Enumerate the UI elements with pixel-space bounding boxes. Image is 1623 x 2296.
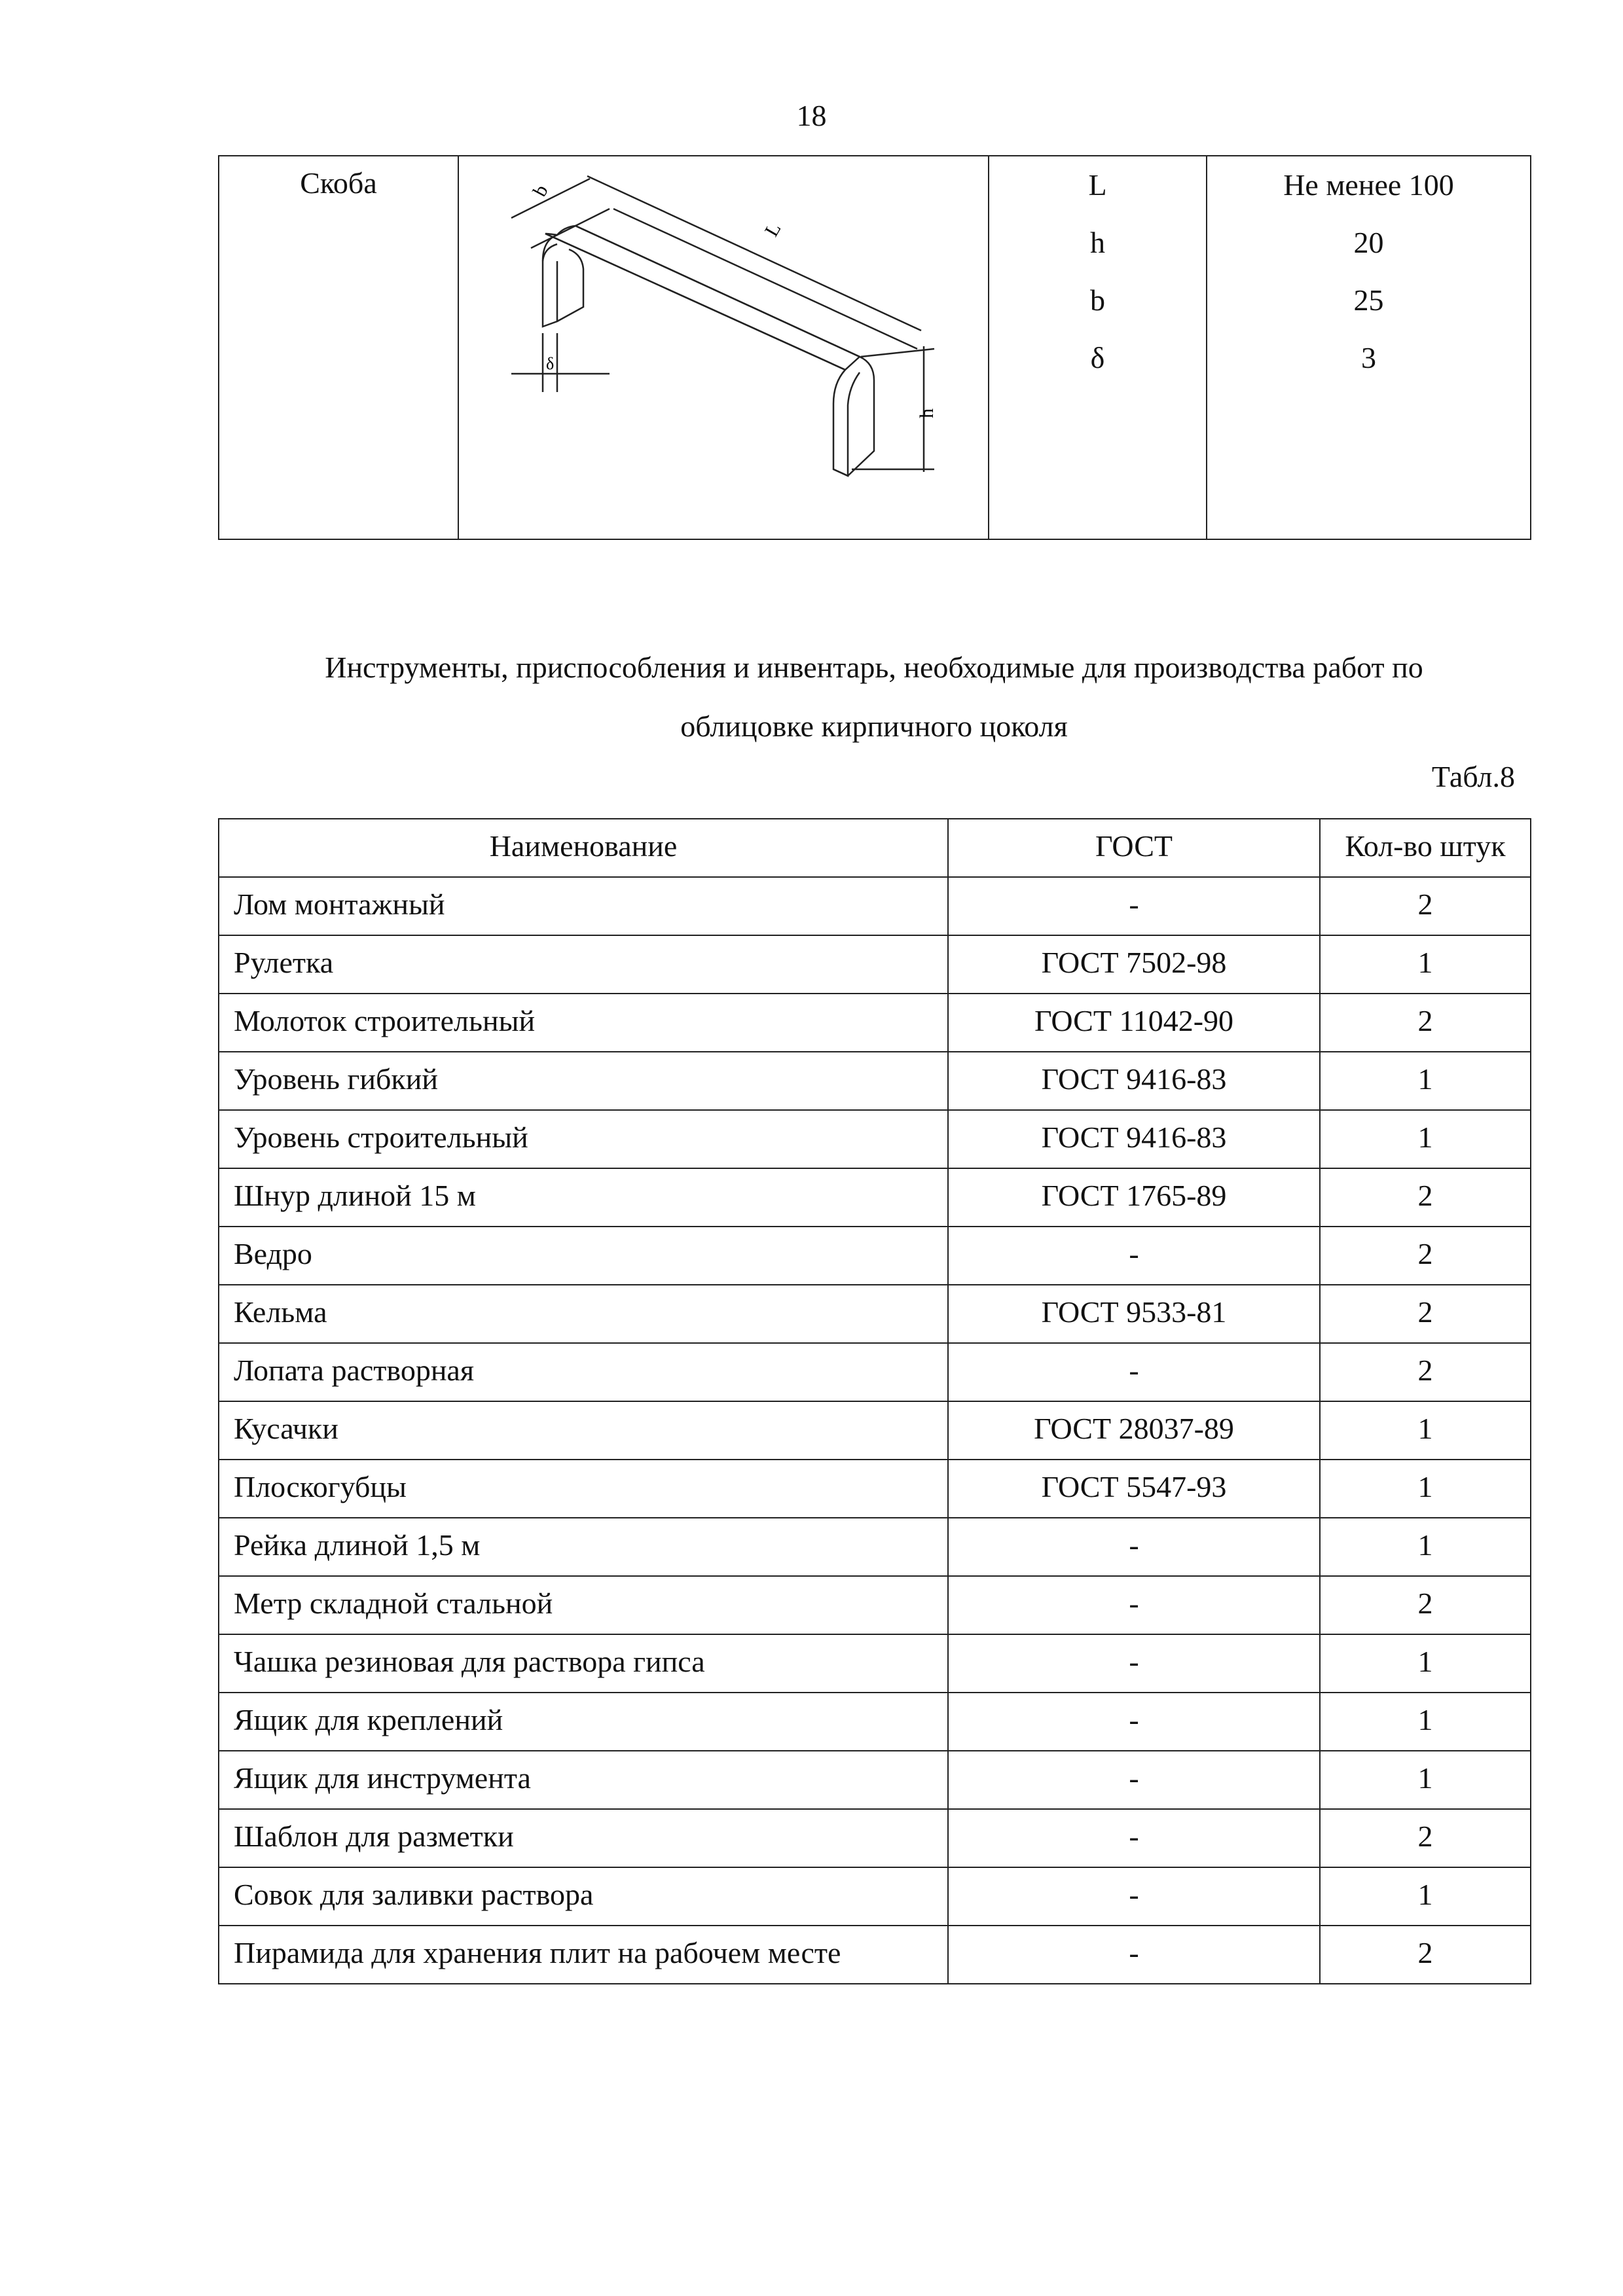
tool-name-cell: Рейка длиной 1,5 м — [219, 1518, 948, 1576]
gost-cell: ГОСТ 9416-83 — [948, 1052, 1320, 1110]
gost-cell: ГОСТ 28037-89 — [948, 1401, 1320, 1460]
tool-name-cell: Чашка резиновая для раствора гипса — [219, 1634, 948, 1693]
quantity-cell: 2 — [1320, 1227, 1531, 1285]
table-reference: Табл.8 — [1431, 760, 1515, 793]
bracket-drawing-cell — [458, 156, 989, 539]
tool-name-cell: Ящик для креплений — [219, 1693, 948, 1751]
gost-cell: ГОСТ 1765-89 — [948, 1168, 1320, 1227]
quantity-cell: 1 — [1320, 1401, 1531, 1460]
header-gost: ГОСТ — [948, 819, 1320, 877]
table-row — [219, 1285, 1531, 1343]
gost-cell: - — [948, 1634, 1320, 1693]
gost-cell: - — [948, 1809, 1320, 1867]
quantity-cell: 1 — [1320, 1867, 1531, 1926]
header-name: Наименование — [219, 819, 948, 877]
gost-cell: - — [948, 1926, 1320, 1984]
quantity-cell: 2 — [1320, 1285, 1531, 1343]
symbol-L: L — [1088, 168, 1107, 202]
drawing-label-b: b — [528, 181, 553, 200]
bracket-drawing — [459, 156, 987, 531]
table-row — [219, 935, 1531, 994]
quantity-cell: 2 — [1320, 877, 1531, 935]
quantity-cell: 2 — [1320, 1343, 1531, 1401]
symbol-h: h — [1090, 226, 1105, 259]
table-row — [219, 1343, 1531, 1401]
quantity-cell: 1 — [1320, 1693, 1531, 1751]
tool-name-cell: Совок для заливки раствора — [219, 1867, 948, 1926]
table-row — [219, 1168, 1531, 1227]
table-caption-line-2: облицовке кирпичного цоколя — [680, 709, 1068, 743]
tool-name-cell: Шаблон для разметки — [219, 1809, 948, 1867]
gost-cell: ГОСТ 7502-98 — [948, 935, 1320, 994]
header-qty: Кол-во штук — [1320, 819, 1531, 877]
bracket-row — [219, 156, 1531, 539]
tool-name-cell: Метр складной стальной — [219, 1576, 948, 1634]
gost-cell: - — [948, 1693, 1320, 1751]
tool-name-cell: Пирамида для хранения плит на рабочем месте — [219, 1926, 948, 1984]
gost-cell: ГОСТ 9533-81 — [948, 1285, 1320, 1343]
table-row — [219, 1867, 1531, 1926]
bracket-spec-table — [218, 155, 1531, 540]
quantity-cell: 1 — [1320, 935, 1531, 994]
value-delta: 3 — [1361, 341, 1376, 374]
quantity-cell: 2 — [1320, 1809, 1531, 1867]
tool-name-cell: Уровень гибкий — [219, 1052, 948, 1110]
table-row — [219, 1460, 1531, 1518]
drawing-label-delta: δ — [546, 354, 555, 373]
value-b: 25 — [1353, 283, 1384, 317]
bracket-values — [1207, 156, 1531, 539]
table-row — [219, 877, 1531, 935]
table-row — [219, 1227, 1531, 1285]
table-row — [219, 994, 1531, 1052]
gost-cell: ГОСТ 11042-90 — [948, 994, 1320, 1052]
symbol-b: b — [1090, 283, 1105, 317]
value-L: Не менее 100 — [1283, 168, 1454, 202]
table-row — [219, 1518, 1531, 1576]
gost-cell: - — [948, 1343, 1320, 1401]
table-row — [219, 1751, 1531, 1809]
quantity-cell: 2 — [1320, 1168, 1531, 1227]
tool-name-cell: Лопата растворная — [219, 1343, 948, 1401]
table-row — [219, 1634, 1531, 1693]
page-number: 18 — [796, 99, 827, 132]
tool-name-cell: Шнур длиной 15 м — [219, 1168, 948, 1227]
gost-cell: - — [948, 1227, 1320, 1285]
symbol-delta: δ — [1090, 341, 1105, 374]
tool-name-cell: Лом монтажный — [219, 877, 948, 935]
gost-cell: - — [948, 1867, 1320, 1926]
gost-cell: - — [948, 877, 1320, 935]
table-row — [219, 1110, 1531, 1168]
table-row — [219, 1576, 1531, 1634]
bracket-name: Скоба — [219, 156, 458, 539]
gost-cell: - — [948, 1576, 1320, 1634]
quantity-cell: 1 — [1320, 1052, 1531, 1110]
table-caption-line-1: Инструменты, приспособления и инвентарь, необходимые для производства работ по — [325, 651, 1423, 684]
tool-name-cell: Плоскогубцы — [219, 1460, 948, 1518]
quantity-cell: 1 — [1320, 1518, 1531, 1576]
tool-name-cell: Уровень строительный — [219, 1110, 948, 1168]
tool-name-cell: Кельма — [219, 1285, 948, 1343]
quantity-cell: 1 — [1320, 1460, 1531, 1518]
gost-cell: - — [948, 1518, 1320, 1576]
table-row — [219, 1693, 1531, 1751]
quantity-cell: 1 — [1320, 1634, 1531, 1693]
quantity-cell: 2 — [1320, 1926, 1531, 1984]
table-row — [219, 1052, 1531, 1110]
quantity-cell: 2 — [1320, 994, 1531, 1052]
tool-name-cell: Молоток строительный — [219, 994, 948, 1052]
table-row — [219, 1926, 1531, 1984]
quantity-cell: 2 — [1320, 1576, 1531, 1634]
quantity-cell: 1 — [1320, 1751, 1531, 1809]
gost-cell: - — [948, 1751, 1320, 1809]
tool-name-cell: Ведро — [219, 1227, 948, 1285]
tools-table — [218, 818, 1531, 1984]
tool-name-cell: Рулетка — [219, 935, 948, 994]
drawing-label-L: L — [760, 219, 786, 240]
table-header-row — [219, 819, 1531, 877]
tool-name-cell: Кусачки — [219, 1401, 948, 1460]
gost-cell: ГОСТ 5547-93 — [948, 1460, 1320, 1518]
tool-name-cell: Ящик для инструмента — [219, 1751, 948, 1809]
table-row — [219, 1401, 1531, 1460]
quantity-cell: 1 — [1320, 1110, 1531, 1168]
table-row — [219, 1809, 1531, 1867]
value-h: 20 — [1353, 226, 1384, 259]
bracket-symbols — [989, 156, 1207, 539]
gost-cell: ГОСТ 9416-83 — [948, 1110, 1320, 1168]
drawing-label-h: h — [916, 408, 938, 418]
